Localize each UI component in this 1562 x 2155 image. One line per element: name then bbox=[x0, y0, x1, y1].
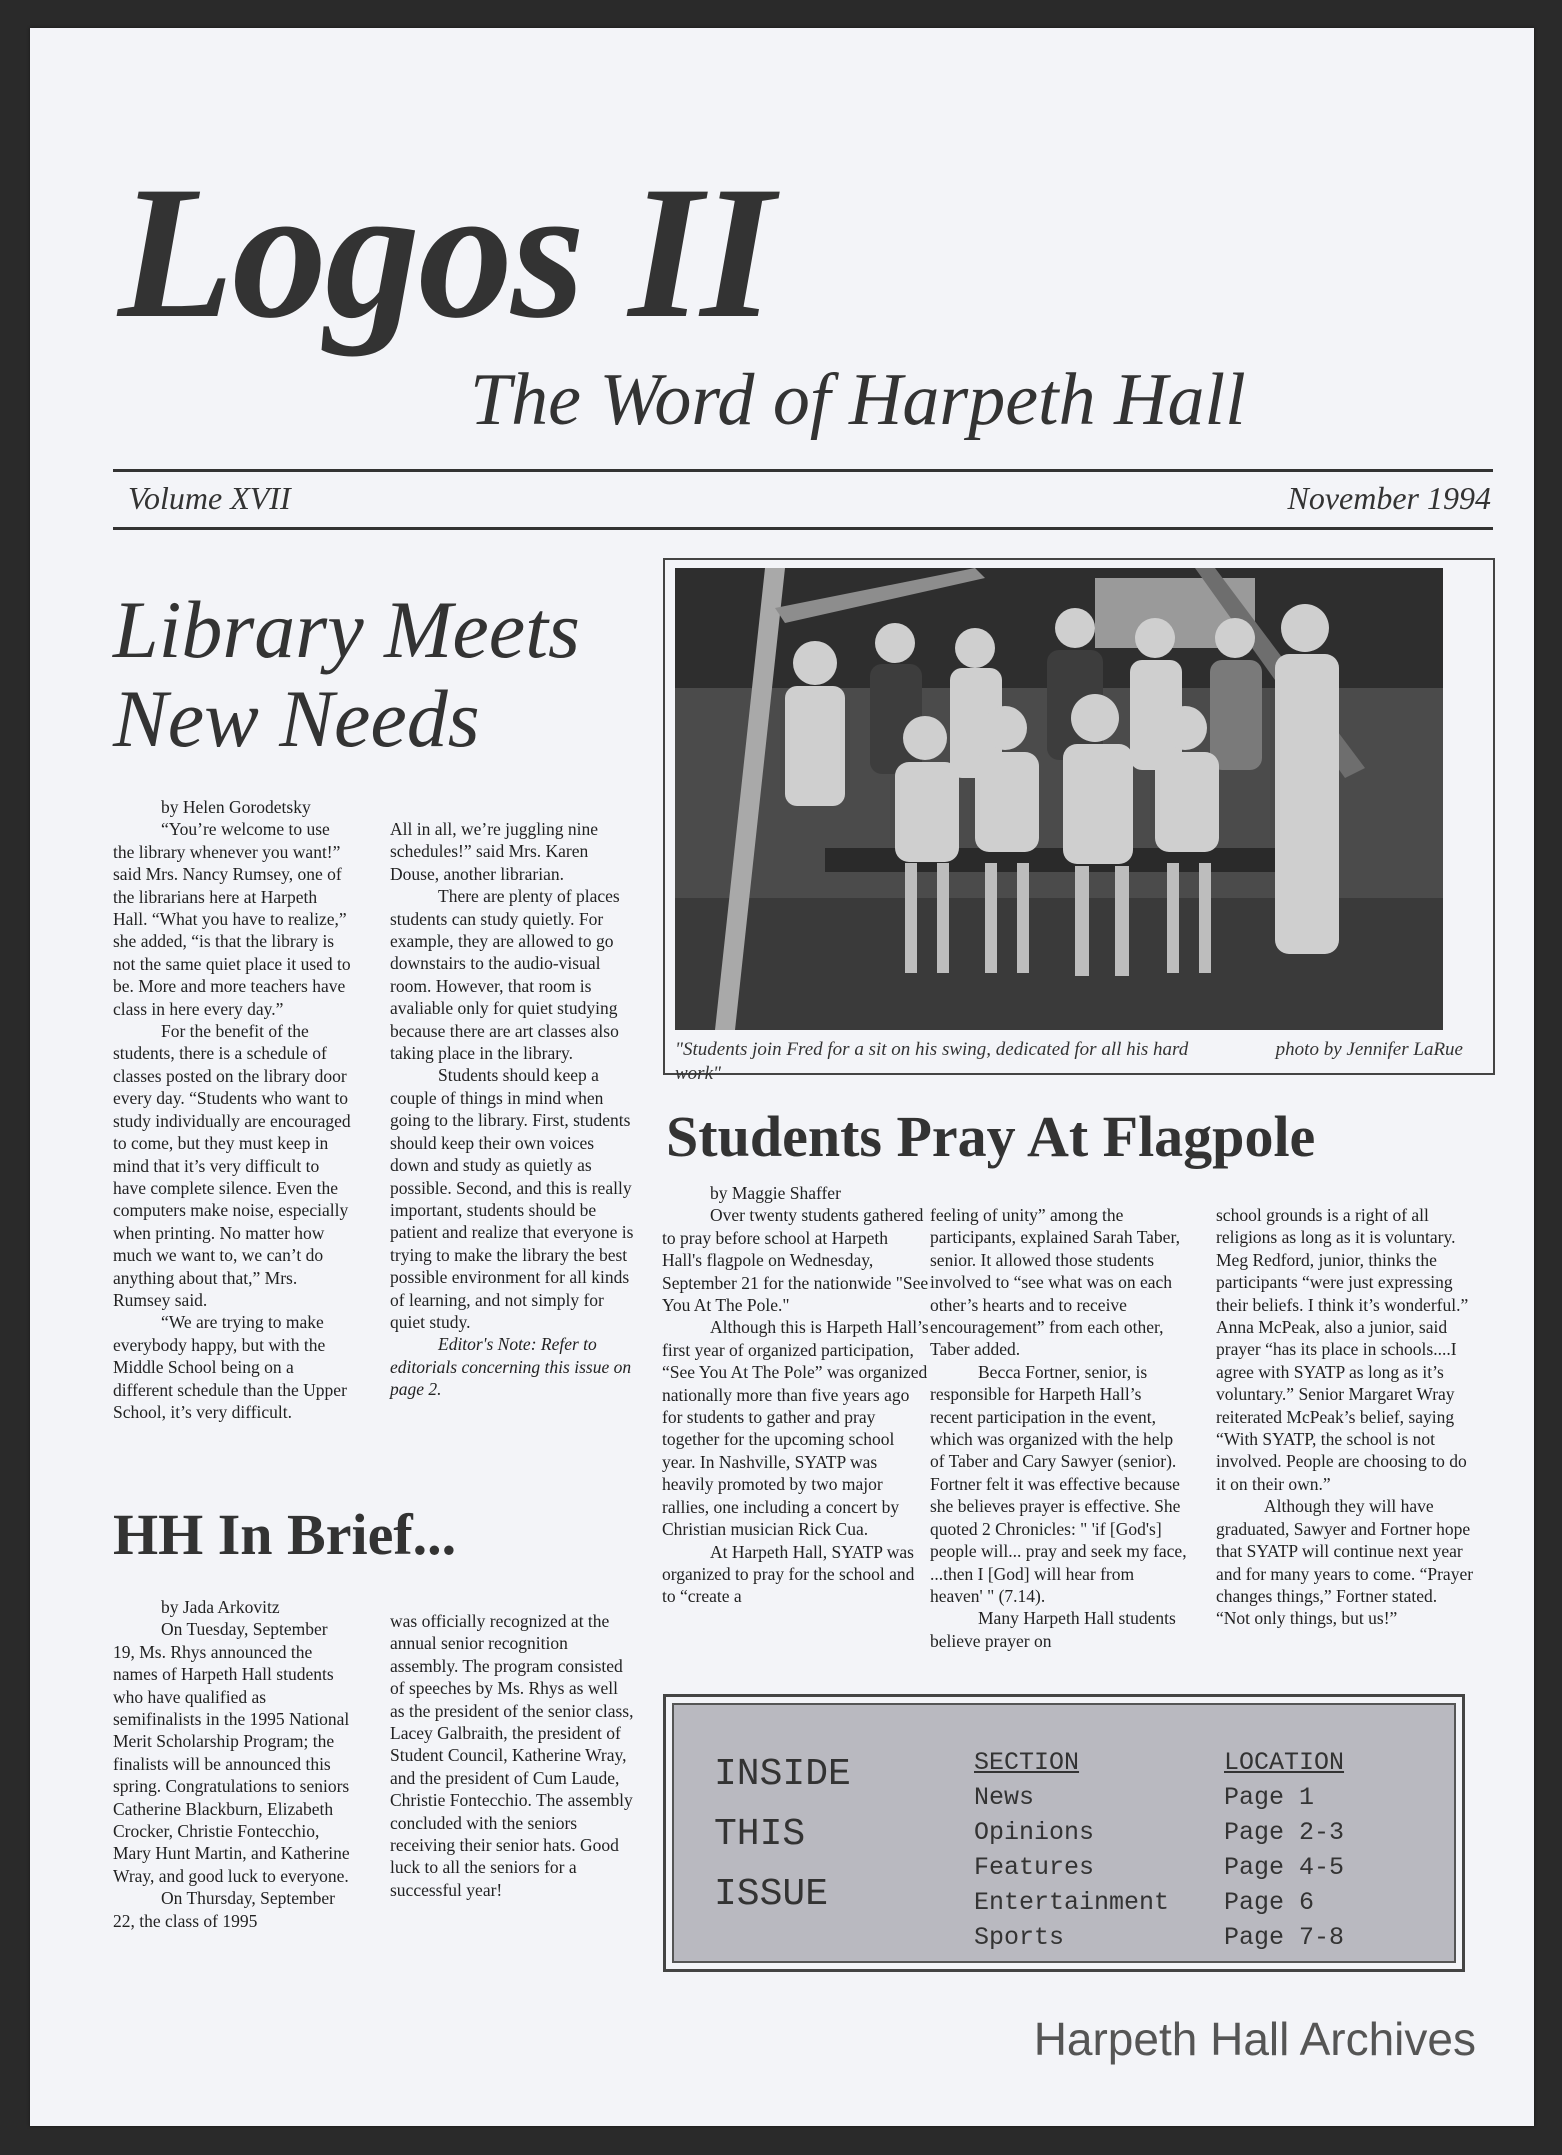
masthead-title: Logos II bbox=[118, 148, 773, 358]
flagpole-byline: by Maggie Shaffer bbox=[710, 1183, 841, 1203]
library-paragraph: There are plenty of places students can study quietly. For example, they are allowed to go downstairs to the audio-visual room. However, that room is avaliable only for quiet studying because there are art classes also taking place in the library. bbox=[390, 886, 620, 1064]
brief-paragraph: On Tuesday, September 19, Ms. Rhys announced the names of Harpeth Hall students who have qualified as semifinalists in the 1995 National Merit Scholarship Program; the finalists will be announced this spring. Congratulations to seniors Catherine Blackburn, Elizabeth Crocker, Christie Fontecchio, Mary Hunt Martin, and Katherine Wray, and good luck to everyone. bbox=[113, 1619, 350, 1886]
photo-caption: "Students join Fred for a sit on his swing, dedicated for all his hard work" bbox=[675, 1039, 1189, 1084]
flagpole-paragraph: school grounds is a right of all religions as long as it is voluntary. Meg Redford, junior, thinks the participants “were just expressing their beliefs. I think it’s wonderful.” Anna McPeak, also a junior, said prayer “has its place in schools....I agree with SYATP as long as it’s voluntary.” Senior Margaret Wray reiterated McPeak’s belief, saying “With SYATP, the school is not involved. People are choosing to do it on their own.” bbox=[1216, 1205, 1469, 1494]
flagpole-column-3 bbox=[1216, 1204, 1474, 1630]
newspaper-page bbox=[30, 28, 1534, 2126]
flagpole-headline: Students Pray At Flagpole bbox=[666, 1104, 1316, 1169]
inside-title-line: INSIDE bbox=[714, 1753, 851, 1796]
section-item: Features bbox=[974, 1853, 1095, 1882]
inside-section-column bbox=[974, 1745, 1169, 1955]
brief-paragraph: was officially recognized at the annual senior recognition assembly. The program consisted of speeches by Ms. Rhys as well as the president of the senior class, Lacey Galbraith, the president of Student Council, Katherine Wray, and the president of Cum Laude, Christie Fontecchio. The assembly concluded with the seniors receiving their senior hats. Good luck to all the seniors for a successful year! bbox=[390, 1611, 634, 1900]
brief-column-1 bbox=[113, 1596, 351, 1932]
library-paragraph: For the benefit of the students, there is a schedule of classes posted on the library door every day. “Students who want to study individually are encouraged to come, but they must keep in mind that it’s very difficult to have complete silence. Even the computers make noise, especially when printing. No matter how much we want to, we can’t do anything about that,” Mrs. Rumsey said. bbox=[113, 1021, 351, 1310]
flagpole-column-2 bbox=[930, 1204, 1188, 1652]
location-item: Page 6 bbox=[1224, 1888, 1315, 1917]
flagpole-paragraph: feeling of unity” among the participants, explained Sarah Taber, senior. It allowed those students involved to “see what was on each other’s hearts and to receive encouragement” from each other, Taber added. bbox=[930, 1205, 1180, 1360]
flagpole-paragraph: Over twenty students gathered to pray before school at Harpeth Hall's flagpole on Wednesday, September 21 for the nationwide "See You At The Pole." bbox=[662, 1205, 929, 1316]
masthead-subtitle: The Word of Harpeth Hall bbox=[470, 359, 1246, 441]
location-item: Page 2-3 bbox=[1224, 1818, 1345, 1847]
brief-headline: HH In Brief... bbox=[113, 1502, 457, 1567]
inside-title bbox=[714, 1745, 851, 1925]
location-item: Page 1 bbox=[1224, 1783, 1315, 1812]
editors-note: Editor's Note: Refer to editorials concerning this issue on page 2. bbox=[390, 1334, 632, 1400]
group-photo bbox=[675, 568, 1443, 1030]
location-item: Page 4-5 bbox=[1224, 1853, 1345, 1882]
inside-title-line: ISSUE bbox=[714, 1873, 829, 1916]
photo-credit: photo by Jennifer LaRue bbox=[1275, 1039, 1463, 1060]
flagpole-paragraph: Many Harpeth Hall students believe prayer on bbox=[930, 1608, 1176, 1651]
section-header: SECTION bbox=[974, 1748, 1080, 1777]
inside-this-issue-box bbox=[663, 1694, 1465, 1972]
flagpole-paragraph: At Harpeth Hall, SYATP was organized to pray for the school and to “create a bbox=[662, 1541, 915, 1607]
location-item: Page 7-8 bbox=[1224, 1923, 1345, 1952]
library-headline bbox=[113, 586, 580, 763]
bottom-rule bbox=[113, 527, 1493, 530]
top-rule bbox=[113, 469, 1493, 472]
library-paragraph: “We are trying to make everybody happy, but with the Middle School being on a different schedule than the Upper School, it’s very difficult. bbox=[113, 1312, 347, 1422]
section-item: Sports bbox=[974, 1923, 1065, 1952]
flagpole-paragraph: Although they will have graduated, Sawyer and Fortner hope that SYATP will continue next year and for many years to come. “Prayer changes things,” Fortner stated. “Not only things, but us!” bbox=[1216, 1496, 1474, 1629]
inside-this-issue-panel bbox=[672, 1703, 1456, 1963]
photo-frame bbox=[663, 558, 1495, 1084]
library-byline: by Helen Gorodetsky bbox=[161, 797, 311, 817]
library-paragraph: “You’re welcome to use the library whenever you want!” said Mrs. Nancy Rumsey, one of the librarians here at Harpeth Hall. “What you have to realize,” she added, “is that the library is not the same quiet place it used to be. More and more teachers have class in here every day.” bbox=[113, 819, 351, 1019]
flagpole-paragraph: Becca Fortner, senior, is responsible for Harpeth Hall’s recent participation in the event, which was organized with the help of Taber and Cary Sawyer (senior). Fortner felt it was effective because she believes prayer is effective. She quoted 2 Chronicles: " 'if [God's] people will... pray and seek my face, ...then I [God] will hear from heaven' " (7.14). bbox=[930, 1361, 1187, 1606]
library-paragraph: Students should keep a couple of things in mind when going to the library. First, students should keep their own voices down and study as quietly as possible. Second, and this is really important, students should be patient and realize that everyone is trying to make the library the best possible environment for all kinds of learning, and not simply for quiet study. bbox=[390, 1065, 634, 1332]
issue-date: November 1994 bbox=[1287, 480, 1491, 516]
library-paragraph: All in all, we’re juggling nine schedules!” said Mrs. Karen Douse, another librarian. bbox=[390, 819, 599, 884]
section-item: Entertainment bbox=[974, 1888, 1170, 1917]
flagpole-column-1 bbox=[662, 1182, 932, 1608]
library-headline-line1: Library Meets bbox=[113, 584, 580, 675]
volume-label: Volume XVII bbox=[128, 480, 291, 516]
library-column-2 bbox=[390, 818, 635, 1401]
brief-column-2 bbox=[390, 1610, 635, 1901]
flagpole-paragraph: Although this is Harpeth Hall’s first year of organized participation, “See You At The Pole” was organized nationally more than five years ago for students to gather and pray together for the upcoming school year. In Nashville, SYATP was heavily promoted by two major rallies, one including a concert by Christian musician Rick Cua. bbox=[662, 1317, 929, 1540]
library-column-1 bbox=[113, 796, 351, 1423]
inside-location-column bbox=[1224, 1745, 1344, 1955]
brief-paragraph: On Thursday, September 22, the class of 1995 bbox=[113, 1888, 335, 1931]
inside-title-line: THIS bbox=[714, 1813, 806, 1856]
section-item: Opinions bbox=[974, 1818, 1095, 1847]
location-header: LOCATION bbox=[1224, 1748, 1345, 1777]
photo-illustration bbox=[675, 568, 1443, 1030]
archives-label: Harpeth Hall Archives bbox=[1033, 2013, 1476, 2065]
library-headline-line2: New Needs bbox=[113, 672, 480, 764]
brief-byline: by Jada Arkovitz bbox=[161, 1597, 280, 1617]
section-item: News bbox=[974, 1783, 1035, 1812]
